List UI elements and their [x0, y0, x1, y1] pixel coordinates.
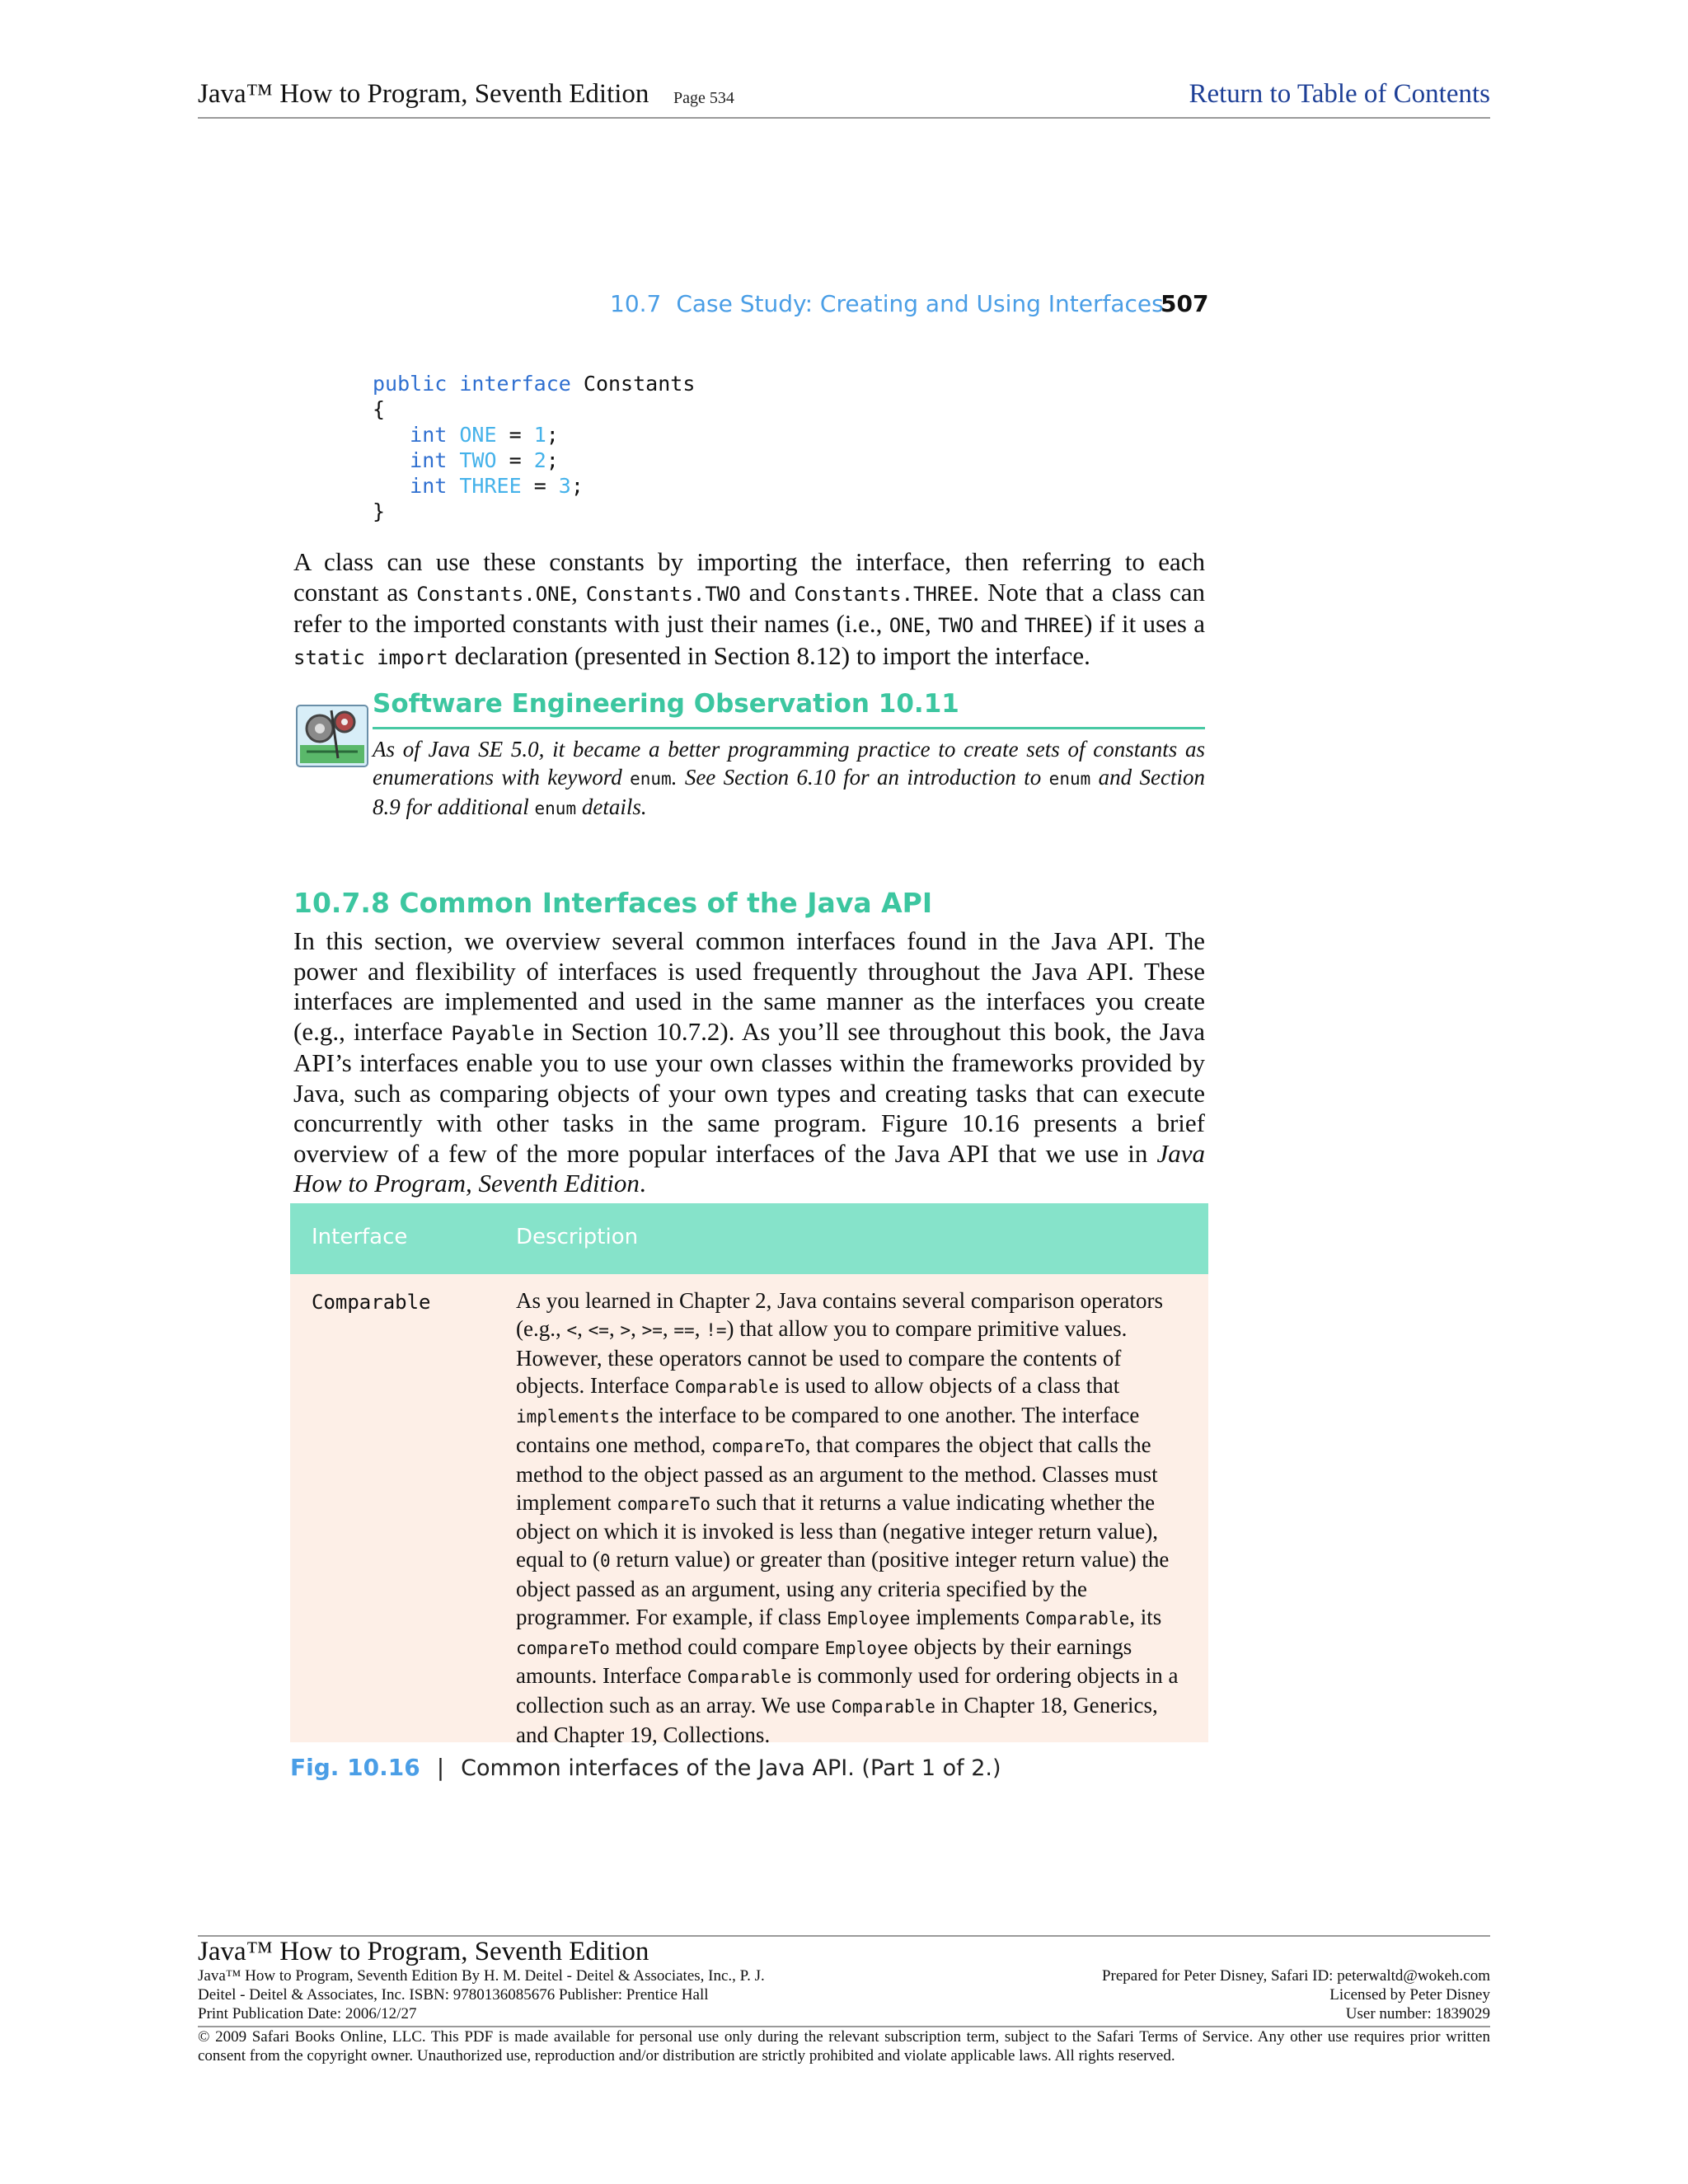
footer-line: User number: 1839029: [1345, 2005, 1490, 2022]
code-literal: 1: [533, 423, 546, 447]
inline-code: <: [566, 1319, 578, 1340]
text-run: ,: [571, 577, 586, 607]
interface-description-cell: [516, 1287, 1187, 1750]
footer-publication-info: [198, 1966, 765, 2023]
text-run: As you learned in Chapter 2, Java contains several comparison operators (e.g.,: [516, 1288, 1164, 1341]
inline-code: Constants.THREE: [794, 582, 973, 606]
code-listing: public interface Constants { int ONE = 1; int TWO = 2; int THREE = 3; }: [373, 372, 696, 523]
page-header: [198, 76, 1490, 119]
inline-code: Comparable: [687, 1667, 792, 1688]
inline-code: implements: [516, 1407, 621, 1427]
inline-code: static import: [293, 645, 448, 669]
gears-icon: [295, 701, 369, 770]
caption-separator: |: [436, 1754, 445, 1781]
footer-book-title: Java™ How to Program, Seventh Edition: [198, 1937, 649, 1966]
code-literal: 2: [533, 448, 546, 472]
text-run: such that it returns a value indicating whether the object on which it is invoked is less than (negative integer return value), equal to (: [516, 1489, 1159, 1572]
observation-rule: [373, 727, 1205, 729]
inline-code: ==: [673, 1319, 695, 1340]
text-run: ,: [694, 1315, 706, 1341]
interfaces-table: [290, 1203, 1208, 1747]
code-identifier: Constants: [583, 372, 696, 396]
inline-code: Payable: [451, 1021, 535, 1045]
inline-code: compareTo: [710, 1436, 805, 1456]
text-run: objects by their earnings amounts. Interface: [516, 1633, 1132, 1689]
running-head: [610, 290, 1164, 317]
inline-code: Constants.TWO: [585, 582, 741, 606]
code-literal: 3: [558, 474, 571, 498]
code-brace: {: [373, 397, 386, 421]
inline-code: Comparable: [1025, 1608, 1130, 1629]
text-run: . Note that a class can refer to the imported constants with just their names (i.e.,: [293, 577, 1206, 638]
inline-code: enum: [534, 799, 577, 818]
footer-line: Print Publication Date: 2006/12/27: [198, 2005, 417, 2022]
inline-code: compareTo: [516, 1638, 610, 1658]
table-header: [290, 1203, 1208, 1274]
footer-line: Prepared for Peter Disney, Safari ID: peterwaltd@wokeh.com: [1101, 1967, 1490, 1985]
text-run: ,: [577, 1315, 588, 1341]
caption-text: Common interfaces of the Java API. (Part 1 of 2.): [461, 1755, 1001, 1781]
table-row: [290, 1274, 1208, 1747]
text-run: implements: [910, 1604, 1025, 1629]
text-run: ,: [608, 1315, 621, 1341]
code-brace: }: [373, 499, 386, 523]
inline-code: !=: [706, 1319, 727, 1340]
body-paragraph: [293, 926, 1205, 1199]
column-header-description: Description: [516, 1225, 639, 1249]
inline-code: Comparable: [674, 1377, 780, 1398]
text-run: ,: [925, 609, 939, 638]
code-keyword: int: [410, 448, 448, 472]
code-keyword: int: [410, 474, 448, 498]
page-label: Page 534: [673, 89, 734, 107]
text-run: declaration (presented in Section 8.12) to import the interface.: [448, 640, 1090, 670]
text-run: , its: [1129, 1604, 1162, 1629]
software-engineering-observation: [293, 689, 1205, 821]
inline-code: >=: [641, 1319, 663, 1340]
observation-text: [373, 735, 1205, 823]
section-heading: 10.7.8 Common Interfaces of the Java API: [293, 887, 933, 919]
section-title: Case Study: Creating and Using Interfaces: [676, 290, 1164, 317]
figure-caption: [290, 1754, 1001, 1781]
copyright-notice: © 2009 Safari Books Online, LLC. This PDF is made available for personal use only during the relevant subscription term, subject to the Safari Terms of Service. Any other use requires prior written consent from the copyright owner. Unauthorized use, reproduction and/or distribution are strictly prohibited and violate applicable laws. All rights reserved.: [198, 2028, 1490, 2064]
text-run: in Chapter 18, Generics, and Chapter 19, Collections.: [516, 1693, 1158, 1747]
section-number: 10.7: [610, 290, 662, 317]
text-run: In this section, we overview several common interfaces found in the Java API. The power and flexibility of interfaces is used frequently throughout the Java API. These interfaces are implemented and used in the same manner as the interfaces you create (e.g., interface: [293, 926, 1205, 1046]
text-run: the interface to be compared to one another. The interface contains one method,: [516, 1403, 1140, 1457]
inline-code: ONE: [889, 614, 926, 637]
text-run: .: [639, 1169, 646, 1197]
text-run: ,: [631, 1315, 642, 1341]
text-run: ) that allow you to compare primitive values. However, these operators cannot be used to compare the contents of objects. Interface: [516, 1315, 1128, 1399]
text-run: return value) or greater than (positive integer return value) the object passed as an argument, using any criteria specified by the programmer. For example, if class: [516, 1547, 1170, 1629]
text-run: in Section 10.7.2). As you’ll see throughout this book, the Java API’s interfaces enable you to use your own classes within the frameworks provided by Java, such as comparing objects of your own types and creating tasks that can execute concurrently with other tasks in the same program. Figure 10.16 presents a brief overview of a few of the more popular interfaces of the Java API that we use in: [293, 1016, 1205, 1168]
body-paragraph: [293, 547, 1205, 673]
inline-code: Employee: [824, 1638, 908, 1658]
inline-code: Comparable: [831, 1697, 935, 1718]
footer-license-info: [1102, 1966, 1490, 2023]
inline-code: compareTo: [617, 1493, 711, 1514]
observation-title: Software Engineering Observation 10.11: [373, 689, 959, 719]
text-run: . See Section 6.10 for an introduction to: [671, 765, 1049, 790]
code-keyword: int: [410, 423, 448, 447]
inline-code: enum: [1048, 769, 1091, 789]
text-run: and Section 8.9 for additional: [373, 765, 1205, 819]
book-title-italic: Java How to Program, Seventh Edition: [293, 1138, 1205, 1197]
text-run: method could compare: [609, 1633, 825, 1659]
page-number: 507: [1160, 290, 1209, 317]
text-run: ,: [662, 1315, 674, 1341]
code-constant: ONE: [459, 423, 497, 447]
inline-code: TWO: [938, 614, 974, 637]
interface-name-cell: Comparable: [312, 1291, 431, 1314]
figure-label: Fig. 10.16: [290, 1754, 420, 1781]
inline-code: enum: [630, 769, 672, 789]
inline-code: THREE: [1024, 614, 1085, 637]
footer-line: Deitel - Deitel & Associates, Inc. ISBN: 9780136085676 Publisher: Prentice Hall: [198, 1986, 709, 2004]
code-constant: TWO: [459, 448, 497, 472]
inline-code: >: [620, 1319, 631, 1340]
inline-code: 0: [599, 1551, 611, 1572]
book-title: Java™ How to Program, Seventh Edition: [198, 79, 649, 109]
table-of-contents-link[interactable]: Return to Table of Contents: [1189, 79, 1490, 109]
code-constant: THREE: [459, 474, 522, 498]
text-run: ) if it uses a: [1084, 609, 1206, 638]
text-run: is used to allow objects of a class that: [779, 1373, 1120, 1399]
text-run: is commonly used for ordering objects in a collection such as an array. We use: [516, 1663, 1179, 1718]
text-run: and: [740, 577, 795, 607]
inline-code: Constants.ONE: [416, 582, 572, 606]
text-run: and: [973, 609, 1025, 638]
text-run: As of Java SE 5.0, it became a better programming practice to create sets of constants as enumerations with keyword: [373, 737, 1205, 790]
footer-line: Java™ How to Program, Seventh Edition By H. M. Deitel - Deitel & Associates, Inc., P. J.: [198, 1967, 765, 1985]
inline-code: Employee: [827, 1608, 911, 1629]
code-keyword: interface: [459, 372, 571, 396]
column-header-interface: Interface: [312, 1225, 408, 1249]
inline-code: <=: [588, 1319, 609, 1340]
footer-line: Licensed by Peter Disney: [1329, 1986, 1490, 2004]
text-run: , that compares the object that calls the method to the object passed as an argument to the method. Classes must implement: [516, 1432, 1158, 1515]
text-run: details.: [576, 794, 647, 819]
code-keyword: public: [373, 372, 448, 396]
text-run: A class can use these constants by importing the interface, then referring to each constant as: [293, 547, 1205, 607]
